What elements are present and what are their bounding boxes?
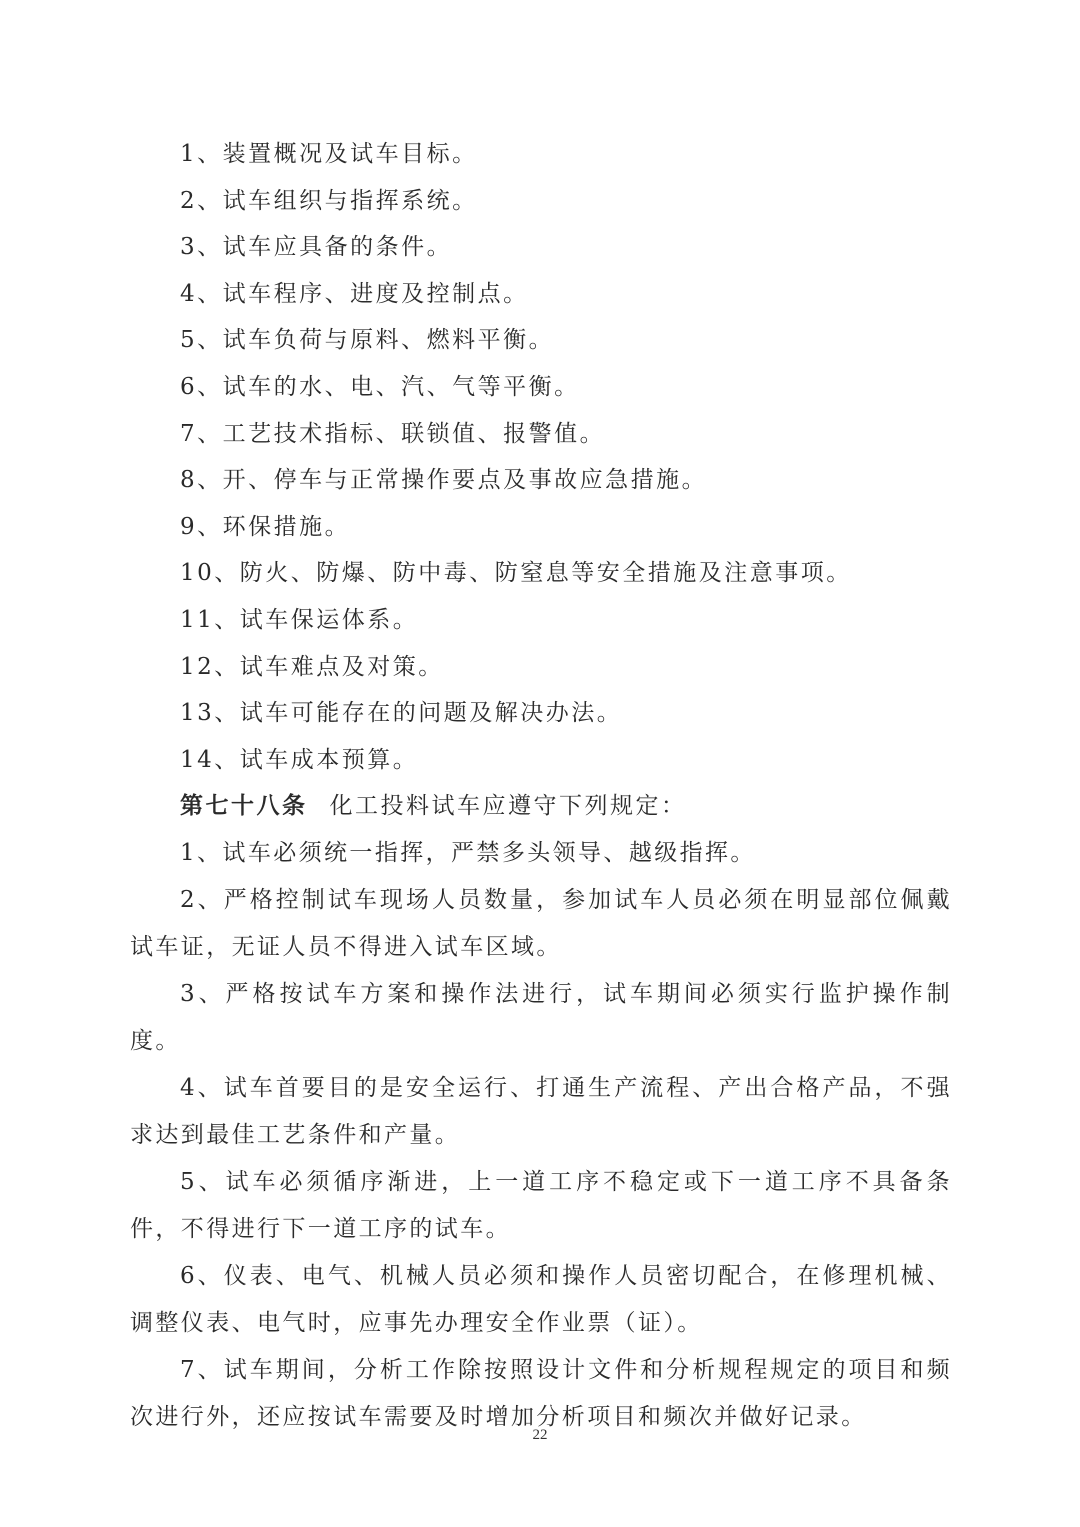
- list-item: 11、试车保运体系。: [180, 606, 419, 633]
- rule-paragraph: 6、仪表、电气、机械人员必须和操作人员密切配合，在修理机械、调整仪表、电气时，应事先办理安全作业票（证）。: [130, 1262, 952, 1336]
- list-item: 6、试车的水、电、汽、气等平衡。: [180, 373, 580, 400]
- list-item: 2、试车组织与指挥系统。: [180, 187, 478, 214]
- article-title: 第七十八条: [180, 792, 308, 820]
- page-number: 22: [532, 1427, 548, 1443]
- list-item: 7、工艺技术指标、联锁值、报警值。: [180, 420, 606, 447]
- list-item: 3、试车应具备的条件。: [180, 234, 453, 261]
- list-item: 5、试车负荷与原料、燃料平衡。: [180, 327, 555, 354]
- article-heading: [130, 783, 952, 830]
- article-text: 化工投料试车应遵守下列规定：: [329, 793, 687, 820]
- rule-paragraph: 5、试车必须循序渐进，上一道工序不稳定或下一道工序不具备条件，不得进行下一道工序的试车。: [130, 1168, 952, 1242]
- list-item: 14、试车成本预算。: [180, 746, 419, 773]
- list-item: 1、装置概况及试车目标。: [180, 141, 478, 167]
- list-item: 13、试车可能存在的问题及解决办法。: [180, 700, 623, 727]
- rule-paragraph: 1、试车必须统一指挥，严禁多头领导、越级指挥。: [180, 839, 756, 866]
- document-body: [130, 131, 952, 1441]
- list-item: 8、开、停车与正常操作要点及事故应急措施。: [180, 467, 708, 494]
- rule-paragraph: 3、严格按试车方案和操作法进行，试车期间必须实行监护操作制度。: [130, 980, 952, 1054]
- list-item: 9、环保措施。: [180, 513, 351, 540]
- list-item: 10、防火、防爆、防中毒、防窒息等安全措施及注意事项。: [180, 560, 852, 587]
- list-item: 4、试车程序、进度及控制点。: [180, 280, 529, 307]
- rule-paragraph: 4、试车首要目的是安全运行、打通生产流程、产出合格产品，不强求达到最佳工艺条件和产量。: [130, 1074, 952, 1148]
- rule-paragraph: 7、试车期间，分析工作除按照设计文件和分析规程规定的项目和频次进行外，还应按试车需要及时增加分析项目和频次并做好记录。: [130, 1356, 952, 1430]
- list-item: 12、试车难点及对策。: [180, 653, 444, 680]
- rule-paragraph: 2、严格控制试车现场人员数量，参加试车人员必须在明显部位佩戴试车证，无证人员不得进入试车区域。: [130, 886, 952, 960]
